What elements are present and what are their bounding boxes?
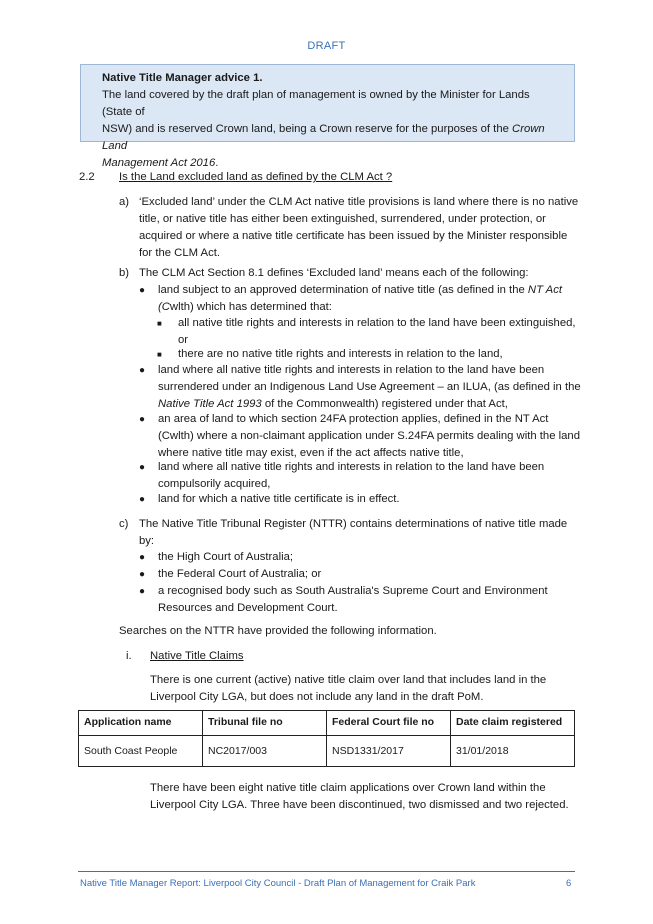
bullet-icon: ● bbox=[139, 586, 146, 597]
bullet-line: land where all native title rights and interests in relation to the land have been bbox=[158, 364, 545, 376]
bullet-line: a recognised body such as South Australia's Supreme Court and Environment bbox=[158, 585, 548, 597]
item-a-line: ‘Excluded land’ under the CLM Act native title provisions is land where there is no native bbox=[139, 196, 579, 208]
item-a-line: title, or native title has either been extinguished, surrendered, under protection, or bbox=[139, 213, 546, 225]
bullet-line: surrendered under an Indigenous Land Use Agreement – an ILUA, (as defined in the bbox=[158, 381, 581, 393]
bullet-italic: Native Title Act 1993 bbox=[158, 398, 262, 410]
draft-label: DRAFT bbox=[307, 40, 346, 52]
table-header-row bbox=[79, 711, 575, 736]
table-header-cell: Tribunal file no bbox=[203, 711, 327, 736]
item-a-line: for the CLM Act. bbox=[139, 247, 220, 259]
paragraph-line: There have been eight native title claim applications over Crown land within the bbox=[150, 782, 546, 794]
list-item bbox=[157, 315, 589, 349]
list-item bbox=[139, 411, 589, 462]
footer-divider bbox=[78, 871, 575, 872]
bullet-icon: ● bbox=[139, 552, 146, 563]
footer-text: Native Title Manager Report: Liverpool City Council - Draft Plan of Management for Craik Park bbox=[80, 878, 476, 889]
page-number: 6 bbox=[566, 878, 572, 889]
bullet-line: the High Court of Australia; bbox=[158, 551, 294, 563]
sub-bullet-line: or bbox=[178, 334, 189, 346]
section-number: 2.2 bbox=[79, 171, 95, 183]
list-item bbox=[139, 566, 589, 583]
bullet-icon: ● bbox=[139, 414, 146, 425]
bullet-line: an area of land to which section 24FA protection applies, defined in the NT Act bbox=[158, 413, 549, 425]
advice-text-line2-plain: NSW) and is reserved Crown land, being a Crown reserve for the purposes of the bbox=[102, 123, 513, 135]
item-b-intro: The CLM Act Section 8.1 defines ‘Excluded land’ means each of the following: bbox=[139, 267, 529, 279]
sub-bullet-line: there are no native title rights and interests in relation to the land, bbox=[178, 348, 503, 360]
bullet-icon: ● bbox=[139, 462, 146, 473]
bullet-line: Resources and Development Court. bbox=[158, 602, 338, 614]
closing-paragraph bbox=[150, 780, 580, 814]
advice-act-name-end: Management Act 2016 bbox=[102, 157, 216, 169]
bullet-italic: NT Act bbox=[527, 284, 563, 296]
bullet-line: compulsorily acquired, bbox=[158, 478, 271, 490]
bullet-line: land for which a native title certificate is in effect. bbox=[158, 493, 400, 505]
claims-paragraph bbox=[150, 672, 580, 706]
bullet-icon: ● bbox=[139, 494, 146, 505]
item-a-label: a) bbox=[119, 196, 130, 208]
paragraph-line: Liverpool City LGA. Three have been discontinued, two dismissed and two rejected. bbox=[150, 799, 569, 811]
bullet-line: (Cwlth) where a non-claimant application under S.24FA permits dealing with the land bbox=[158, 430, 580, 442]
table-cell: South Coast People bbox=[79, 736, 203, 767]
advice-text-line2 bbox=[102, 121, 560, 155]
bullet-line: land where all native title rights and interests in relation to the land have been bbox=[158, 461, 545, 473]
square-bullet-icon: ■ bbox=[157, 319, 162, 328]
advice-title: Native Title Manager advice 1. bbox=[102, 72, 263, 84]
bullet-line: the Federal Court of Australia; or bbox=[158, 568, 322, 580]
bullet-line bbox=[158, 282, 589, 299]
bullet-line bbox=[158, 299, 589, 316]
sub-bullet-line: all native title rights and interests in relation to the land have been extinguished, bbox=[178, 317, 576, 329]
list-item bbox=[139, 549, 589, 566]
square-bullet-icon: ■ bbox=[157, 350, 162, 359]
bullet-text: land subject to an approved determination of native title (as defined in the bbox=[158, 284, 528, 296]
table-header-cell: Date claim registered bbox=[451, 711, 575, 736]
list-item bbox=[139, 491, 589, 508]
subsection-title: Native Title Claims bbox=[150, 650, 244, 662]
bullet-icon: ● bbox=[139, 365, 146, 376]
advice-period: . bbox=[215, 157, 219, 169]
advice-box bbox=[80, 64, 575, 169]
item-c-line: The Native Title Tribunal Register (NTTR) contains determinations of native title made bbox=[139, 518, 568, 530]
item-c-label: c) bbox=[119, 518, 129, 530]
bullet-text: of the Commonwealth) registered under that Act, bbox=[261, 398, 508, 410]
bullet-italic: (C bbox=[158, 301, 170, 313]
item-a-line: acquired or where a native title certificate has been issued by the Minister responsible bbox=[139, 230, 568, 242]
advice-text-line1: The land covered by the draft plan of management is owned by the Minister for Lands (State of bbox=[102, 89, 530, 118]
subsection-number: i. bbox=[126, 650, 132, 662]
table-cell: NSD1331/2017 bbox=[327, 736, 451, 767]
bullet-line: where native title may exist, even if the act affects native title, bbox=[158, 447, 464, 459]
item-c-line: by: bbox=[139, 535, 155, 547]
section-title: Is the Land excluded land as defined by the CLM Act ? bbox=[119, 171, 393, 183]
table-cell: NC2017/003 bbox=[203, 736, 327, 767]
table-row bbox=[79, 736, 575, 767]
list-item bbox=[139, 459, 589, 493]
advice-act-name-start: Crown Land bbox=[102, 123, 545, 152]
item-c bbox=[119, 516, 589, 550]
list-item bbox=[139, 282, 589, 316]
list-item bbox=[157, 346, 589, 363]
list-item bbox=[139, 583, 589, 617]
searches-text: Searches on the NTTR have provided the following information. bbox=[119, 625, 437, 637]
item-b bbox=[119, 265, 589, 282]
paragraph-line: Liverpool City LGA, but does not include any land in the draft PoM. bbox=[150, 691, 484, 703]
claims-table bbox=[78, 710, 575, 767]
item-b-label: b) bbox=[119, 267, 130, 279]
paragraph-line: There is one current (active) native title claim over land that includes land in the bbox=[150, 674, 547, 686]
table-header-cell: Federal Court file no bbox=[327, 711, 451, 736]
bullet-icon: ● bbox=[139, 569, 146, 580]
bullet-text: wlth) which has determined that: bbox=[169, 301, 332, 313]
item-a bbox=[119, 194, 589, 262]
table-header-cell: Application name bbox=[79, 711, 203, 736]
bullet-icon: ● bbox=[139, 285, 146, 296]
list-item bbox=[139, 362, 589, 413]
table-cell: 31/01/2018 bbox=[451, 736, 575, 767]
